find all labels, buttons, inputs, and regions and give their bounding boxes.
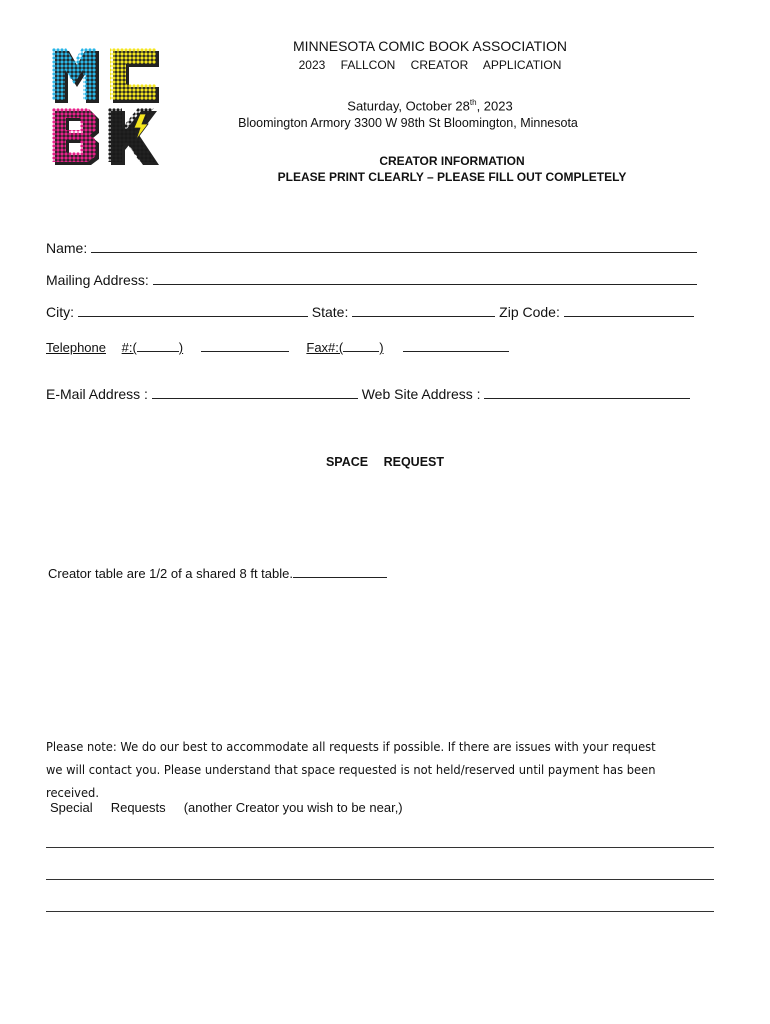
section-heading: CREATOR INFORMATION: [379, 154, 525, 168]
special-requests-line-1[interactable]: [46, 847, 714, 848]
creator-table-field[interactable]: [48, 565, 387, 581]
application-subtitle: 2023 FALLCON CREATOR APPLICATION: [298, 58, 562, 72]
name-field[interactable]: [46, 240, 697, 256]
zip-line[interactable]: [564, 304, 694, 317]
payment-note: Please note: We do our best to accommodate all requests if possible. If there are issues with your request we will contact you. Please understand that space requested is not held/reserved until payment has been received.: [46, 739, 656, 800]
telephone-area-line[interactable]: [137, 339, 179, 352]
telephone-close-label: ): [178, 340, 184, 355]
telephone-number-line[interactable]: [201, 339, 289, 352]
email-line[interactable]: [152, 386, 358, 399]
phone-fax-row: [46, 339, 509, 355]
special-requests-line-3[interactable]: [46, 911, 714, 912]
special-requests-label: Special Requests (another Creator you wish to be near,): [50, 800, 403, 815]
fax-label: Fax#:(: [306, 340, 344, 355]
zip-label: Zip Code:: [499, 304, 560, 320]
city-line[interactable]: [78, 304, 308, 317]
mailing-address-line[interactable]: [153, 272, 697, 285]
email-label: E-Mail Address :: [46, 386, 148, 402]
website-label: Web Site Address :: [361, 386, 481, 402]
state-line[interactable]: [352, 304, 495, 317]
event-location: Bloomington Armory 3300 W 98th St Bloomington, Minnesota: [238, 116, 578, 130]
logo-letter-b: [52, 108, 99, 165]
event-date: Saturday, October 28th, 2023: [347, 98, 513, 114]
telephone-label: Telephone: [46, 340, 106, 355]
creator-table-label: Creator table are 1/2 of a shared 8 ft table.: [48, 566, 293, 581]
logo-letter-m: [52, 48, 99, 103]
special-requests-line-2[interactable]: [46, 879, 714, 880]
mcbk-logo: [44, 44, 166, 168]
creator-table-line[interactable]: [293, 565, 387, 578]
website-line[interactable]: [484, 386, 690, 399]
telephone-hash-label: #:(: [121, 340, 137, 355]
email-website-row: [46, 386, 690, 402]
fax-area-line[interactable]: [343, 339, 379, 352]
logo-letter-k: [108, 108, 159, 165]
name-label: Name:: [46, 240, 88, 256]
mailing-address-label: Mailing Address:: [46, 272, 149, 288]
state-label: State:: [311, 304, 349, 320]
name-line[interactable]: [91, 240, 697, 253]
space-request-heading: SPACE REQUEST: [325, 455, 445, 469]
fax-close-label: ): [379, 340, 384, 355]
org-title: MINNESOTA COMIC BOOK ASSOCIATION: [292, 38, 568, 54]
city-label: City:: [46, 304, 74, 320]
fax-number-line[interactable]: [403, 339, 509, 352]
city-state-zip-row: [46, 304, 694, 320]
logo-letter-c: [110, 48, 159, 103]
mailing-address-field[interactable]: [46, 272, 697, 288]
instructions: PLEASE PRINT CLEARLY – PLEASE FILL OUT COMPLETELY: [277, 170, 627, 184]
